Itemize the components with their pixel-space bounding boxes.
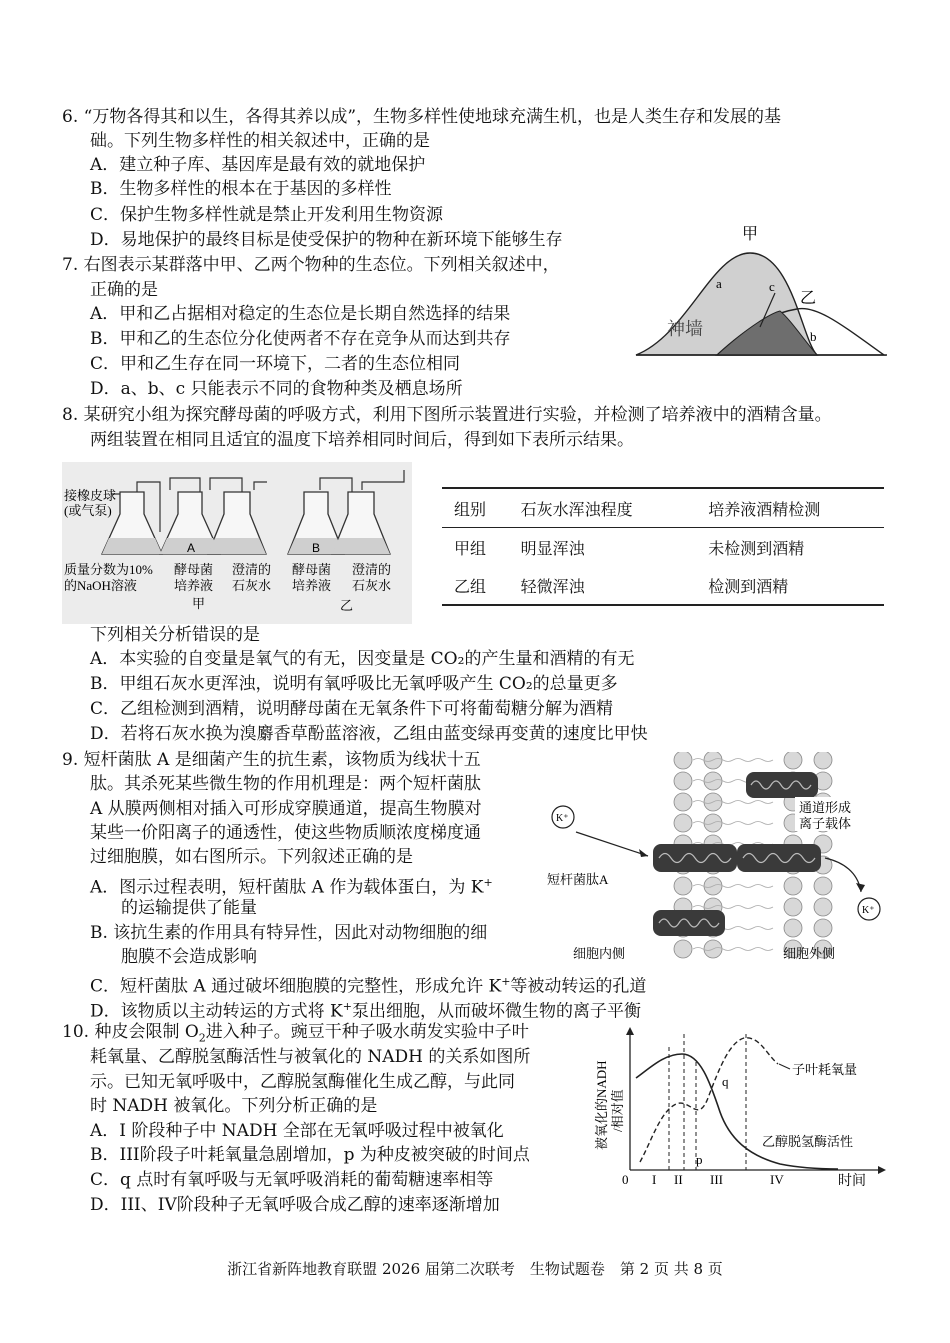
- ion-k-inside-label: K⁺: [556, 813, 569, 824]
- page-footer: 浙江省新阵地教育联盟 2026 届第二次联考 生物试题卷 第 2 页 共 8 页: [227, 1260, 723, 1278]
- channel-label-line1: 通道形成: [799, 800, 852, 815]
- table-header: 组别: [454, 499, 487, 519]
- lipid-head: [674, 877, 692, 895]
- q10-stem-line4: 时 NADH 被氧化。下列分析正确的是: [90, 1096, 378, 1116]
- watermark-text: 神墙: [667, 319, 703, 339]
- oxygen-series-leader: [779, 1064, 790, 1069]
- q6-stem-line1: 6. “万物各得其和以生，各得其养以成”，生物多样性使地球充满生机，也是人类生存和发展的基: [62, 107, 782, 127]
- lipid-head: [814, 877, 832, 895]
- apparatus-figure: [62, 462, 412, 624]
- table-header: 石灰水浑浊程度: [520, 499, 633, 519]
- flask-label-a: A: [187, 541, 196, 555]
- lipid-head: [674, 814, 692, 832]
- stage-label-1: I: [652, 1172, 657, 1187]
- stage-label-3: III: [710, 1172, 723, 1187]
- lipid-head: [814, 919, 832, 937]
- outside-label: 细胞外侧: [783, 946, 836, 961]
- table-cell: 明显浑浊: [520, 538, 585, 558]
- q9-option-c: C．短杆菌肽 A 通过破坏细胞膜的完整性，形成允许 K+等被动转运的孔道: [90, 975, 647, 997]
- q6-stem-line2: 础。下列生物多样性的相关叙述中，正确的是: [90, 131, 430, 151]
- x-axis-label: 时间: [838, 1174, 866, 1189]
- q8-prompt: 下列相关分析错误的是: [90, 625, 260, 645]
- q8-option-d: D．若将石灰水换为溴麝香草酚蓝溶液，乙组由蓝变绿再变黄的速度比甲快: [90, 724, 648, 744]
- peptide-channel-top: [746, 772, 818, 798]
- lipid-head: [814, 898, 832, 916]
- q10-stem-line1: 10. 种皮会限制 $O_2$进入种子。豌豆干种子吸水萌发实验中子叶: [62, 1022, 529, 1045]
- lipid-head: [784, 752, 802, 769]
- group-jia-label: 甲: [192, 596, 206, 611]
- niche-figure: [632, 215, 890, 360]
- q10-stem-line2: 耗氧量、乙醇脱氢酶活性与被氧化的 NADH 的关系如图所: [90, 1047, 531, 1067]
- yeast-b-label-line1: 酵母菌: [292, 562, 332, 577]
- q6-option-c: C．保护生物多样性就是禁止开发利用生物资源: [90, 205, 444, 225]
- table-cell: 未检测到酒精: [708, 538, 805, 558]
- oxygen-series-label: 子叶耗氧量: [792, 1062, 858, 1077]
- flask-label-b: B: [312, 541, 321, 555]
- q9-stem-line3: A 从膜两侧相对插入可形成穿膜通道，提高生物膜对: [90, 799, 482, 819]
- table-cell: 甲组: [454, 538, 487, 558]
- yeast-a-label-line2: 培养液: [174, 578, 214, 593]
- q9-stem-line5: 过细胞膜，如右图所示。下列叙述正确的是: [90, 847, 413, 867]
- table-header: 培养液酒精检测: [708, 499, 821, 519]
- niche-label-a: a: [716, 276, 722, 291]
- table-row: [442, 566, 884, 605]
- q8-option-a: A．本实验的自变量是氧气的有无，因变量是 CO₂的产生量和酒精的有无: [90, 649, 635, 669]
- lipid-head: [674, 940, 692, 958]
- ion-k-outside-label: K⁺: [862, 905, 875, 916]
- results-table: [442, 487, 884, 606]
- lipid-head: [814, 752, 832, 769]
- q9-stem-line4: 某些一价阳离子的通透性，使这些物质顺浓度梯度通: [90, 823, 481, 843]
- point-q-label: q: [722, 1074, 729, 1089]
- lipid-head: [784, 877, 802, 895]
- q8-stem-line1: 8. 某研究小组为探究酵母菌的呼吸方式，利用下图所示装置进行实验，并检测了培养液中的酒精含量。: [62, 405, 832, 425]
- point-p-label: p: [696, 1152, 703, 1167]
- q9-option-b-line2: 胞膜不会造成影响: [121, 947, 257, 967]
- lime-1-label-line1: 澄清的: [232, 562, 272, 577]
- table-cell: 检测到酒精: [708, 576, 789, 596]
- lipid-head: [674, 793, 692, 811]
- group-yi-label: 乙: [340, 598, 354, 613]
- lipid-head: [784, 919, 802, 937]
- q7-option-c: C．甲和乙生存在同一环境下，二者的生态位相同: [90, 354, 461, 374]
- q10-option-d: D．III、IV阶段种子无氧呼吸合成乙醇的速率逐渐增加: [90, 1195, 500, 1215]
- oxygen-consumption-curve: [640, 1038, 778, 1162]
- q10-option-b: B．III阶段子叶耗氧量急剧增加，p 为种皮被突破的时间点: [90, 1145, 530, 1165]
- inside-label: 细胞内侧: [573, 946, 626, 961]
- peptide-label: 短杆菌肽A: [547, 872, 609, 887]
- table-cell: 乙组: [454, 576, 487, 596]
- nadh-chart: [590, 1022, 890, 1194]
- q9-option-a-line2: 的运输提供了能量: [121, 898, 257, 918]
- q8-option-c: C．乙组检测到酒精，说明酵母菌在无氧条件下可将葡萄糖分解为酒精: [90, 699, 614, 719]
- q7-option-d: D．a、b、c 只能表示不同的食物种类及栖息场所: [90, 379, 463, 399]
- q9-option-b-line1: B. 该抗生素的作用具有特异性，因此对动物细胞的细: [90, 923, 488, 943]
- yeast-b-label-line2: 培养液: [292, 578, 332, 593]
- q9-option-d: D．该物质以主动转运的方式将 K+泵出细胞，从而破坏微生物的离子平衡: [90, 1000, 641, 1022]
- q6-option-b: B．生物多样性的根本在于基因的多样性: [90, 179, 392, 199]
- q8-stem-line2: 两组装置在相同且适宜的温度下培养相同时间后，得到如下表所示结果。: [90, 430, 634, 450]
- yeast-a-label-line1: 酵母菌: [174, 562, 214, 577]
- q10-option-a: A．I 阶段种子中 NADH 全部在无氧呼吸过程中被氧化: [90, 1121, 504, 1141]
- table-header-row: [442, 488, 884, 528]
- lime-2-label-line2: 石灰水: [352, 578, 392, 593]
- enzyme-series-label: 乙醇脱氢酶活性: [762, 1134, 854, 1149]
- q9-stem-line2: 肽。其杀死某些微生物的作用机理是：两个短杆菌肽: [90, 774, 481, 794]
- lipid-head: [784, 898, 802, 916]
- pump-label-line1: 接橡皮球: [64, 488, 117, 503]
- lipid-head: [674, 752, 692, 769]
- stage-label-2: II: [674, 1172, 683, 1187]
- table-cell: 轻微浑浊: [520, 576, 585, 596]
- niche-label-b: b: [810, 329, 817, 344]
- table-row: [442, 528, 884, 567]
- q7-stem-line2: 正确的是: [90, 280, 158, 300]
- q8-option-b: B．甲组石灰水更浑浊，说明有氧呼吸比无氧呼吸产生 CO₂的总量更多: [90, 674, 618, 694]
- q10-option-c: C．q 点时有氧呼吸与无氧呼吸消耗的葡萄糖速率相等: [90, 1170, 494, 1190]
- q9-stem-line1: 9. 短杆菌肽 A 是细菌产生的抗生素，该物质为线状十五: [62, 750, 481, 770]
- y-axis-label-line1: 被氧化的NADH: [594, 1060, 609, 1150]
- naoh-label-line2: 的NaOH溶液: [64, 578, 137, 593]
- q9-option-a-line1: A．图示过程表明，短杆菌肽 A 作为载体蛋白，为 K+: [90, 876, 493, 898]
- lime-1-label-line2: 石灰水: [232, 578, 272, 593]
- q10-stem-line3: 示。已知无氧呼吸中，乙醇脱氢酶催化生成乙醇，与此同: [90, 1072, 515, 1092]
- y-axis-label-line2: /相对值: [610, 1089, 625, 1132]
- lipid-head: [674, 772, 692, 790]
- niche-label-yi: 乙: [800, 290, 817, 307]
- q6-option-a: A．建立种子库、基因库是最有效的就地保护: [90, 155, 426, 175]
- lime-2-label-line1: 澄清的: [352, 562, 392, 577]
- membrane-figure: [543, 752, 888, 967]
- naoh-label-line1: 质量分数为10%: [64, 562, 153, 577]
- q7-option-b: B．甲和乙的生态位分化使两者不存在竞争从而达到共存: [90, 329, 511, 349]
- chart-origin: 0: [622, 1172, 629, 1187]
- niche-label-jia: 甲: [742, 226, 759, 243]
- channel-label-line2: 离子载体: [799, 816, 852, 831]
- lipid-head: [704, 752, 722, 769]
- q7-option-a: A．甲和乙占据相对稳定的生态位是长期自然选择的结果: [90, 304, 511, 324]
- stage-label-4: IV: [770, 1172, 784, 1187]
- pump-label-line2: (或气泵): [64, 503, 112, 518]
- q6-option-d: D．易地保护的最终目标是使受保护的物种在新环境下能够生存: [90, 230, 563, 250]
- q7-stem-line1: 7. 右图表示某群落中甲、乙两个物种的生态位。下列相关叙述中，: [62, 255, 560, 275]
- apparatus-liquids: [102, 538, 390, 554]
- niche-label-c: c: [769, 279, 775, 294]
